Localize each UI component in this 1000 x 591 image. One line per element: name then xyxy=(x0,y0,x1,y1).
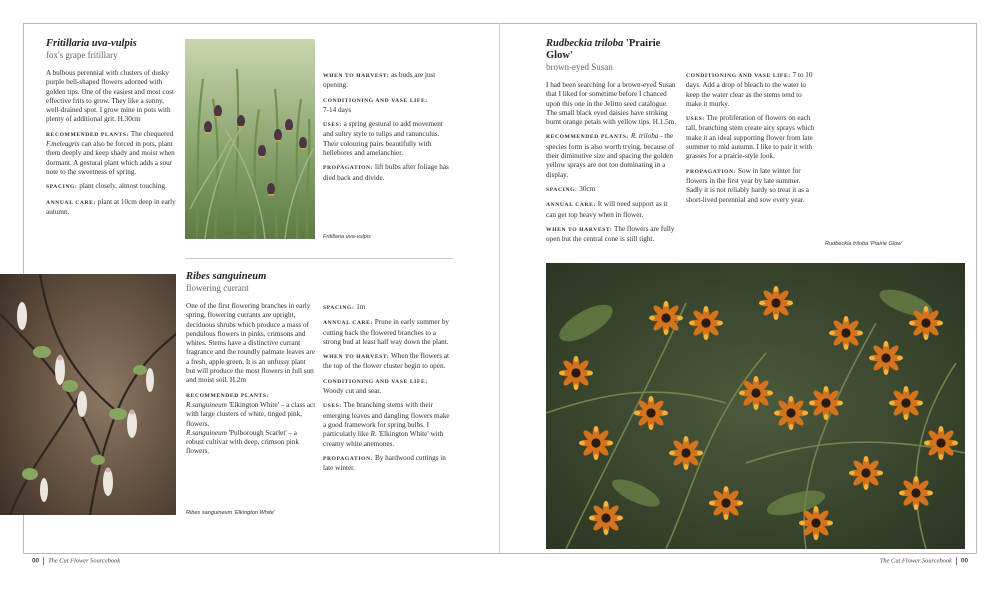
rudbeckia-common-name: brown-eyed Susan xyxy=(546,62,613,72)
ribes-propagation: PROPAGATION: By hardwood cuttings in late winter. xyxy=(323,453,446,473)
rudbeckia-main-column xyxy=(546,38,678,249)
fritillaria-main-column xyxy=(46,38,176,222)
ribes-photo xyxy=(0,274,176,515)
page-number-right: 00 xyxy=(960,557,968,565)
fritillaria-recommended: RECOMMENDED PLANTS: The chequered F.meleagris can also be forced in pots, plant them deeply and keep shady and moist when dormant. A gestural plant which adds a sour note to the sweetness of spring. xyxy=(46,129,175,176)
recommended-label: RECOMMENDED PLANTS: xyxy=(46,131,130,138)
rudbeckia-caption: Rudbeckia triloba 'Prairie Glow' xyxy=(825,241,903,247)
ribes-harvest: WHEN TO HARVEST: When the flowers at the top of the flower cluster begin to open. xyxy=(323,352,450,371)
ribes-side-column xyxy=(323,303,453,478)
ribes-uses: USES: The branching stems with their emerging leaves and dangling flowers make a good framework for spring bulbs. I particularly like R. 'Elkington White' with creamy white anemones. xyxy=(323,401,450,448)
rudbeckia-title: Rudbeckia triloba 'Prairie Glow' xyxy=(546,38,661,61)
ribes-vase-life: CONDITIONING AND VASE LIFE: Woody cut and sear. xyxy=(323,378,428,396)
ribes-caption: Ribes sanguineum 'Elkington White' xyxy=(186,510,275,516)
fritillaria-spacing: SPACING: plant closely, almost touching. xyxy=(46,182,167,191)
ribes-spacing: SPACING: 1m xyxy=(323,303,366,311)
fritillaria-title: Fritillaria uva-vulpis xyxy=(46,38,137,49)
fritillaria-vase-life: CONDITIONING AND VASE LIFE: 7-14 days xyxy=(323,97,428,114)
ribes-intro: One of the first flowering branches in early spring, flowering currants are upright, deciduous shrubs which produce a mass of pendulous flowers in pinks, crimsons and whites. Stems have a distinctive currant fragrance and the roundly palmate leaves are a fresh, apple green. It is an unfussy plant but will produce the most flowers in full sun and moist soil. H.2m xyxy=(186,302,315,385)
page-frame-bottom xyxy=(23,553,977,554)
folio-bar xyxy=(956,557,957,565)
fritillaria-intro: A bulbous perennial with clusters of dusky purple bell-shaped flowers adorned with golden tips. One of the easiest and most cost effective frits to grow. They like a sunny, well-drained spot. I grow mine in pots with plenty of additional grit. H.30cm xyxy=(46,69,174,124)
footer-left xyxy=(32,557,120,565)
fritillaria-side-column xyxy=(323,71,453,188)
footer-right xyxy=(880,557,968,565)
rudbeckia-uses: USES: The proliferation of flowers on each tall, branching stem create airy sprays which make it an ideal supporting flower from late summer to mid autumn. I like to pair it with grasses for a prairie-style look. xyxy=(686,114,815,161)
rudbeckia-propagation: PROPAGATION: Sow in late winter for flowers in the first year by late summer. Sadly it is not reliably hardy so treat it as a short-lived perennial and sow every year. xyxy=(686,166,809,204)
rudbeckia-harvest: WHEN TO HARVEST: The flowers are fully open but the central cone is still tight. xyxy=(546,224,675,244)
rudbeckia-recommended: RECOMMENDED PLANTS: R. triloba - the species form is also worth trying, because of their diminutive size and spacing the golden yellow sprays are not too dominating in a display. xyxy=(546,132,675,179)
fritillaria-uses: USES: a spring gestural to add movement and sultry style to tulips and ranunculus. Their colouring pairs beautifully with hellebores and amelanchier. xyxy=(323,120,443,158)
fritillaria-common-name: fox's grape fritillary xyxy=(46,50,118,60)
ribes-recommended: RECOMMENDED PLANTS: R.sanguineum 'Elkington White' – a class act with large clusters of white, tinged pink, flowers. R.sanguineum 'Pulborough Scarlet' – a robust cultivar with deep, crimson pink flowers. xyxy=(186,392,316,456)
rudbeckia-side-column xyxy=(686,71,818,210)
fritillaria-caption: Fritillaria uva-vulpis xyxy=(323,234,371,240)
fritillaria-propagation: PROPAGATION: lift bulbs after foliage has died back and divide. xyxy=(323,163,449,182)
fritillaria-photo xyxy=(185,39,315,239)
fritillaria-annual-care: ANNUAL CARE: plant at 10cm deep in early autumn. xyxy=(46,197,176,216)
ribes-title: Ribes sanguineum xyxy=(186,271,267,282)
ribes-main-column xyxy=(186,271,316,462)
fritillaria-harvest: WHEN TO HARVEST: as buds are just opening. xyxy=(323,71,436,90)
ribes-common-name: flowering currant xyxy=(186,283,249,293)
page-number-left: 00 xyxy=(32,557,40,565)
rudbeckia-annual-care: ANNUAL CARE: It will need support as it can get top heavy when in flower. xyxy=(546,200,668,219)
rudbeckia-intro: I had been searching for a brown-eyed Susan that I liked for sometime before I chanced upon this one in the Jelitto seed catalogue. The small black eyed daisies have striking burnt orange petals with yellow tips. H.1.5m. xyxy=(546,81,677,127)
rudbeckia-vase-life: CONDITIONING AND VASE LIFE: 7 to 10 days. Add a drop of bleach to the water to keep the water clear as the stems tend to make it murky. xyxy=(686,71,813,108)
book-title-right: The Cut Flower Sourcebook xyxy=(879,557,952,565)
folio-bar xyxy=(43,557,44,565)
book-title-left: The Cut Flower Sourcebook xyxy=(48,557,121,565)
rudbeckia-photo xyxy=(546,263,965,549)
spine-divider xyxy=(499,23,500,553)
section-divider xyxy=(185,258,453,259)
rudbeckia-spacing: SPACING: 30cm xyxy=(546,184,596,193)
ribes-annual-care: ANNUAL CARE: Prune in early summer by cutting back the flowered branches to a strong bud at least half way down the plant. xyxy=(323,318,449,346)
